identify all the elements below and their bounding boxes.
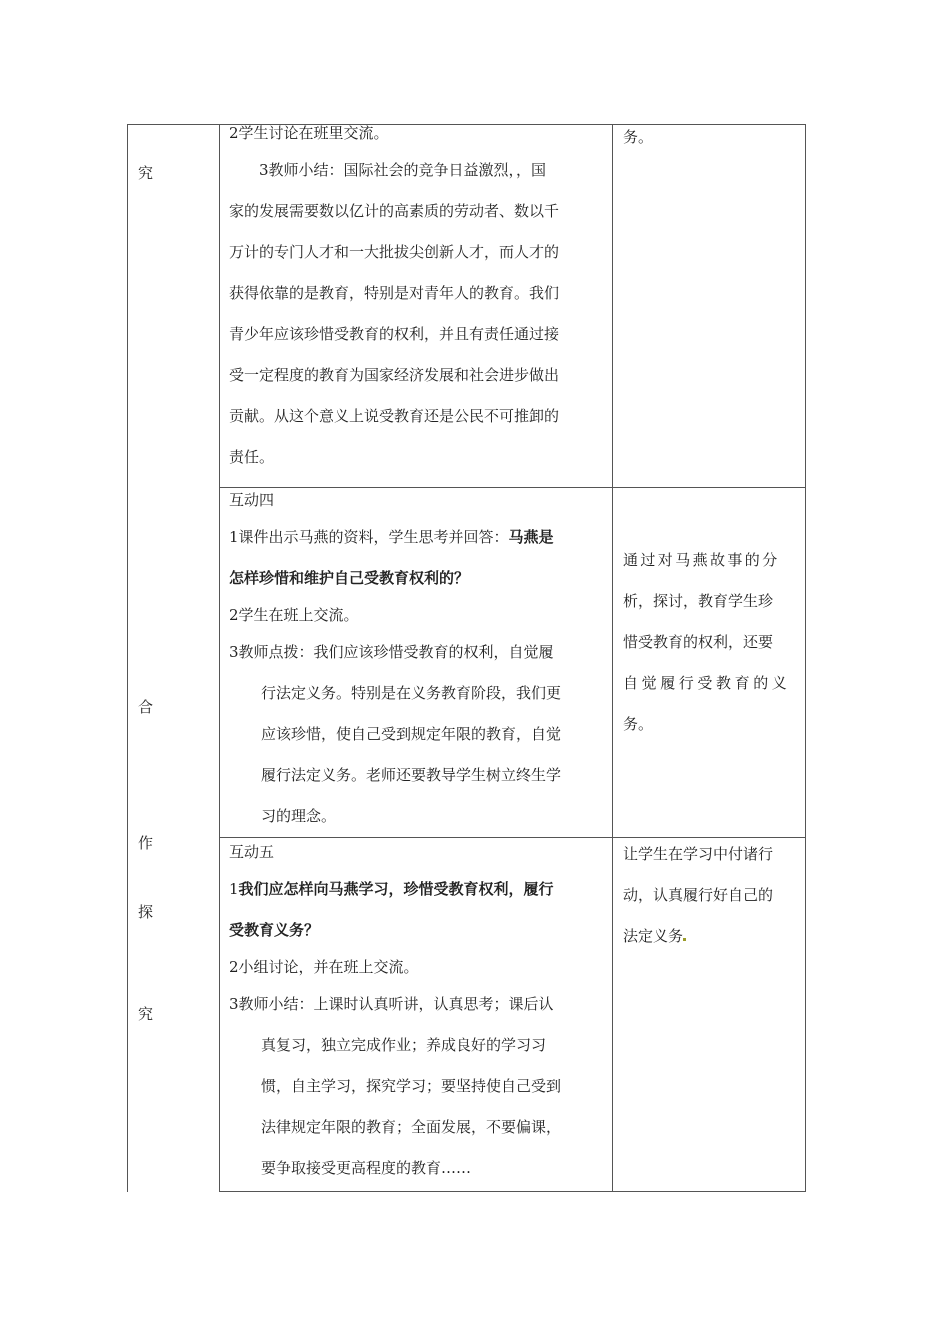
step-line: 2小组讨论，并在班上交流。 [229,958,419,976]
row2-intent [623,540,801,745]
intent-line: 析，探讨，教育学生珍 [623,592,774,610]
content-line: 2学生讨论在班里交流。 [229,124,389,142]
content-line: 贡献。从这个意义上说受教育还是公民不可推卸的 [229,407,560,425]
intent-line: 自觉履行受教育的义 [623,674,791,692]
stage-char: 究 [138,164,154,182]
step-line: 习的理念。 [261,807,337,825]
step-line: 3教师点拨：我们应该珍惜受教育的权利，自觉履 [229,643,554,661]
content-line: 家的发展需要数以亿计的高素质的劳动者、数以千 [229,202,560,220]
table-divider-intent [612,124,613,1192]
stage-char: 探 [138,903,154,921]
table-border-right [805,124,806,1192]
intent-line: 务。 [623,715,654,733]
step-line: 法律规定年限的教育；全面发展，不要偏课， [261,1118,562,1136]
content-line: 受一定程度的教育为国家经济发展和社会进步做出 [229,366,560,384]
content-line: 3教师小结：国际社会的竞争日益激烈，，国 [259,161,547,179]
question-bold-line: 受教育义务？ [229,921,320,939]
content-line: 青少年应该珍惜受教育的权利，并且有责任通过接 [229,325,560,343]
row2-content [229,484,609,837]
step-line: 应该珍惜，使自己受到规定年限的教育，自觉 [261,725,562,743]
step-line: 惯，自主学习，探究学习；要坚持使自己受到 [261,1077,562,1095]
row1-content [229,117,609,478]
step-line: 2学生在班上交流。 [229,606,359,624]
question-bold: 马燕是 [508,528,554,546]
intent-line: 惜受教育的权利，还要 [623,633,774,651]
question-line [229,517,609,558]
row1-intent [623,121,801,154]
row3-intent [623,834,801,957]
table-border-bottom [219,1191,806,1192]
step-line: 履行法定义务。老师还要教导学生树立终生学 [261,766,562,784]
intent-line: 让学生在学习中付诸行 [623,845,774,863]
table-divider-stage [219,124,220,1192]
activity-title: 互动四 [229,491,275,509]
intent-text: 法定义务 [623,927,684,945]
question-bold-line: 怎样珍惜和维护自己受教育权利的？ [229,569,470,587]
content-line: 责任。 [229,448,275,466]
stage-char: 究 [138,1005,154,1023]
question-line [229,869,609,910]
content-line: 万计的专门人才和一大批拔尖创新人才，而人才的 [229,243,560,261]
intent-line: 务。 [623,128,654,146]
step-line: 真复习，独立完成作业；养成良好的学习习 [261,1036,547,1054]
step-line: 3教师小结：上课时认真听讲，认真思考；课后认 [229,995,554,1013]
row3-content [229,836,609,1189]
activity-title: 互动五 [229,843,275,861]
stage-char: 合 [138,698,154,716]
intent-line [623,916,801,957]
stage-char: 作 [138,834,154,852]
step-line: 行法定义务。特别是在义务教育阶段，我们更 [261,684,562,702]
intent-line: 通过对马燕故事的分 [623,551,780,569]
question-bold: 我们应怎样向马燕学习，珍惜受教育权利，履行 [238,880,554,898]
question-number: 1 [229,880,239,898]
table-border-left [127,124,128,1192]
content-line: 获得依靠的是教育，特别是对青年人的教育。我们 [229,284,560,302]
intent-line: 动，认真履行好自己的 [623,886,774,904]
marker-dot-icon [683,938,686,941]
step-line: 要争取接受更高程度的教育…… [261,1159,472,1177]
question-prefix: 1课件出示马燕的资料，学生思考并回答： [229,528,509,546]
